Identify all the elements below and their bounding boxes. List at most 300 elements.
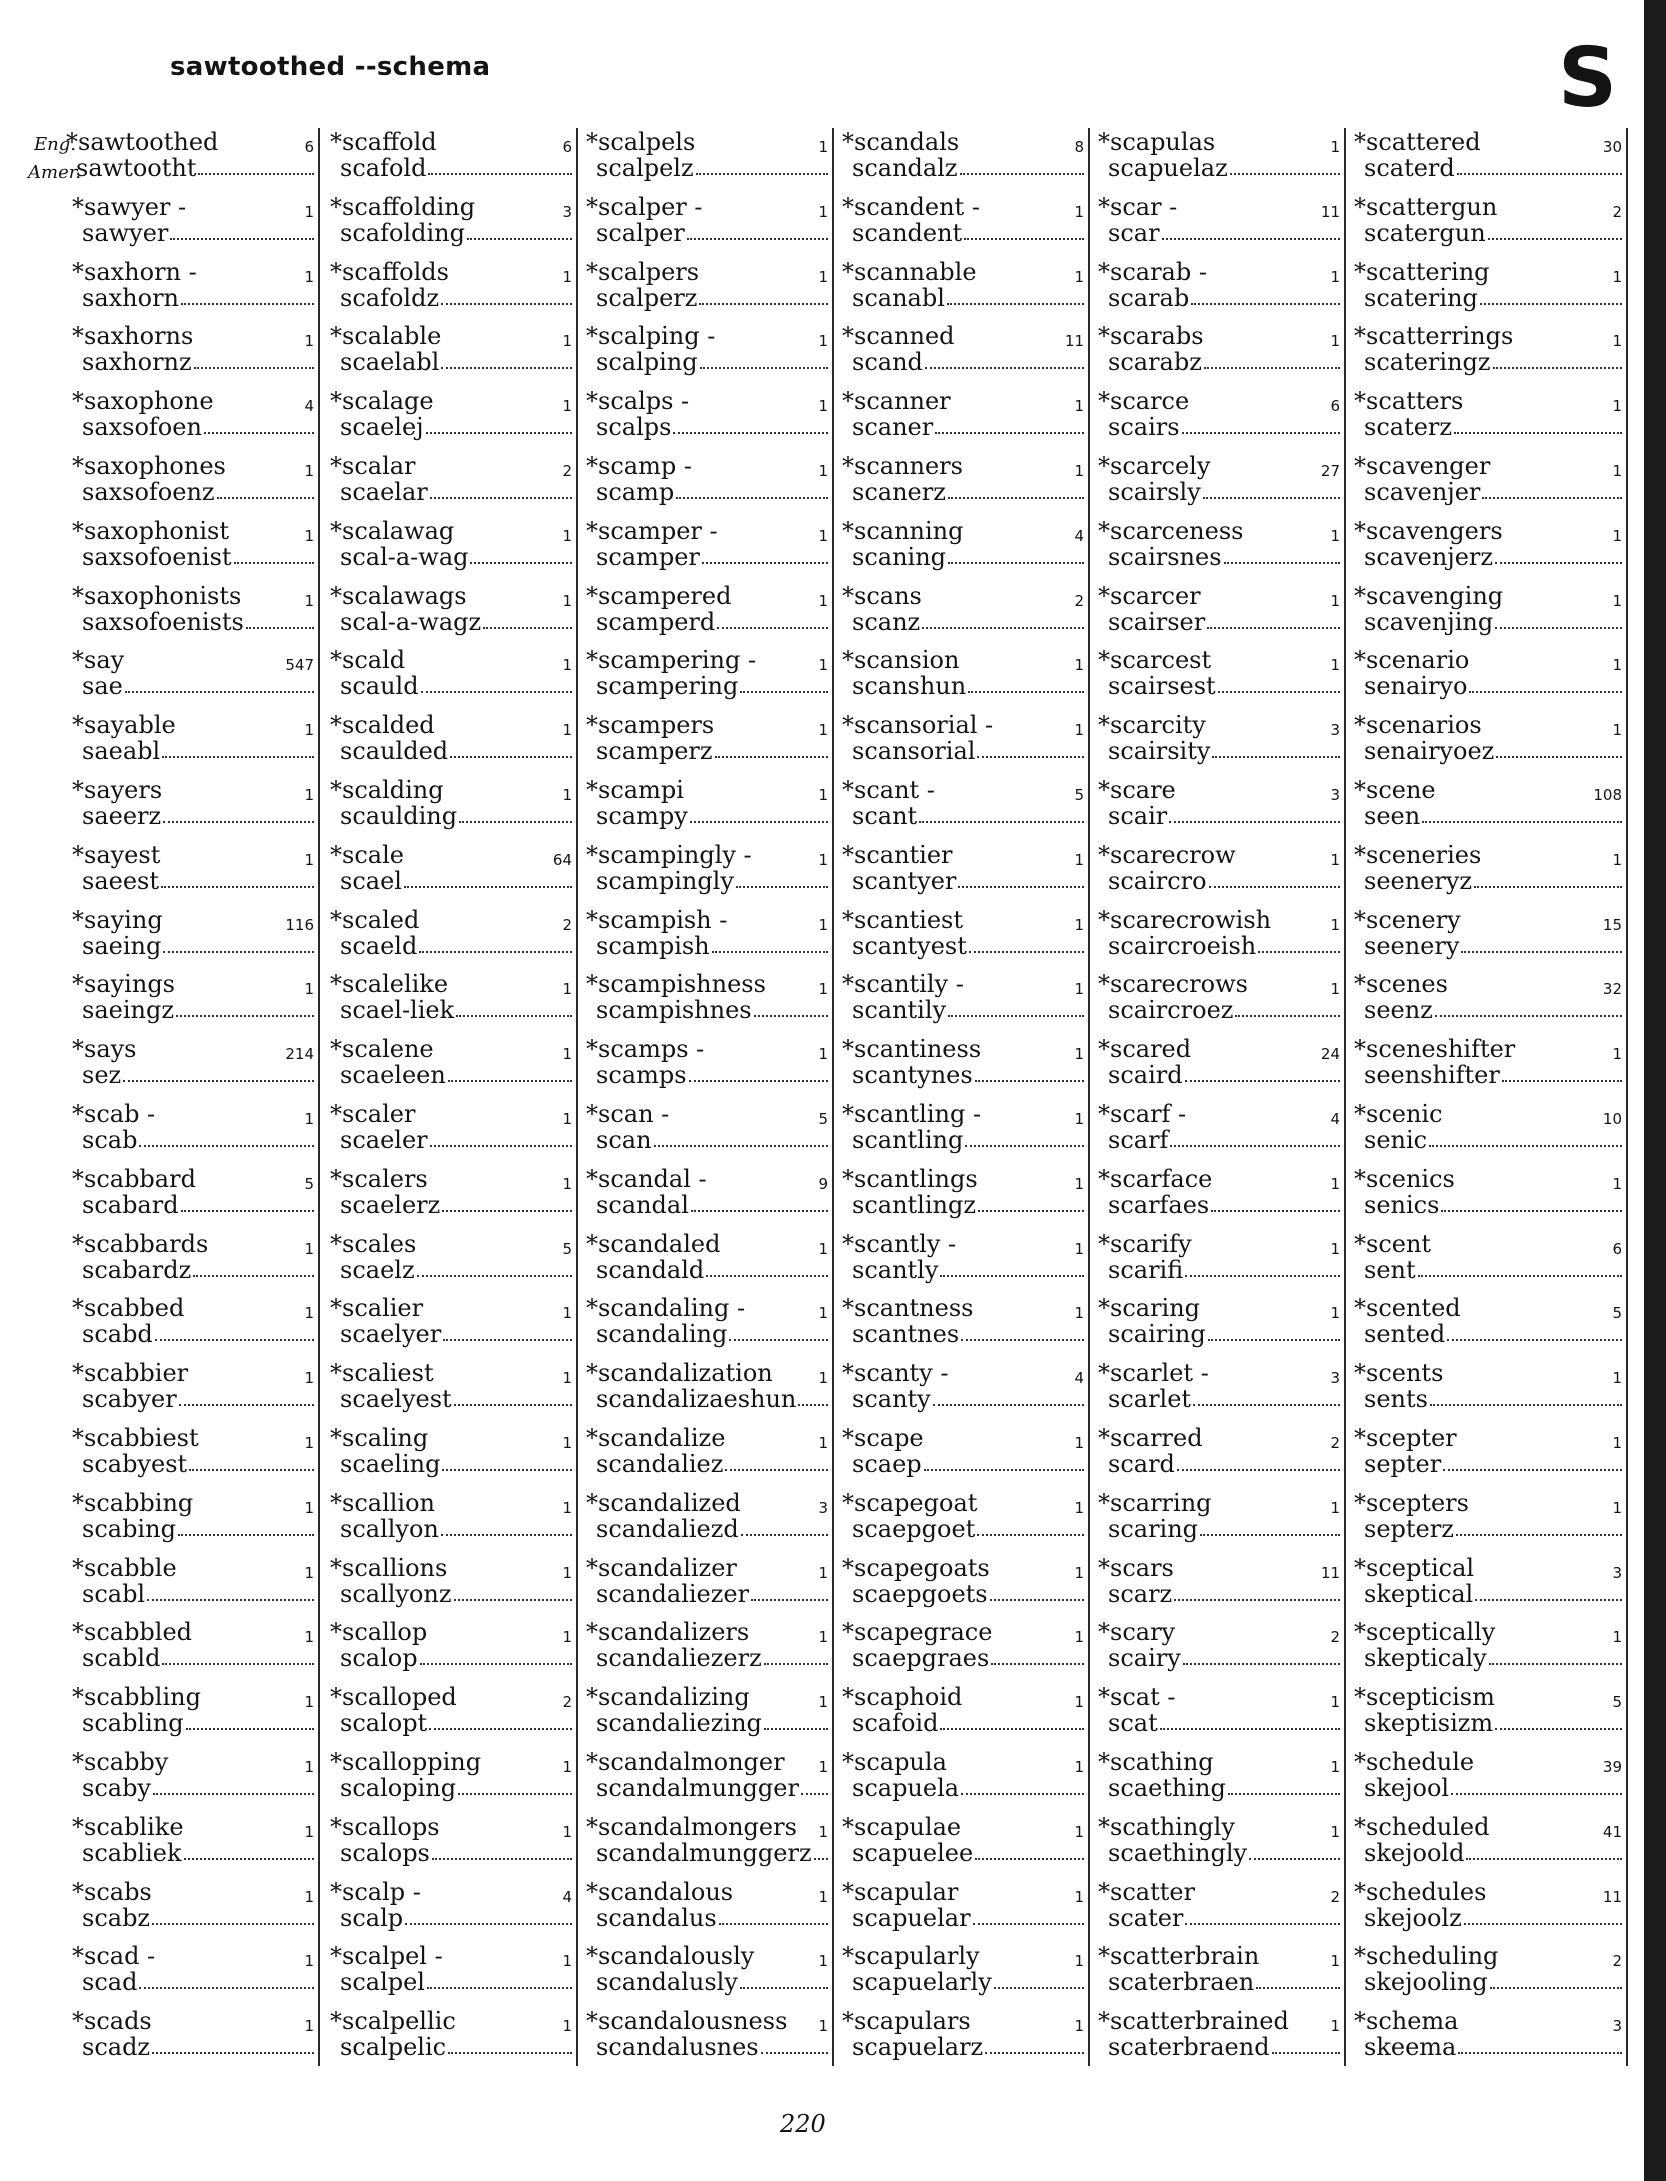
word-entry — [838, 1878, 1090, 1938]
word-original: *scarcer — [1098, 581, 1201, 610]
dot-leader — [450, 737, 572, 758]
word-original: *scallops — [330, 1812, 440, 1841]
word-original: *scampered — [586, 581, 732, 610]
word-entry — [838, 776, 1090, 836]
word-entry — [326, 1942, 578, 2002]
word-entry — [1350, 841, 1628, 901]
word-original: *scanning — [842, 516, 964, 545]
word-entry — [1094, 906, 1346, 966]
dot-leader — [1185, 1061, 1340, 1082]
word-respelling: scandaling — [596, 1320, 728, 1349]
word-count: 11 — [1320, 1563, 1340, 1582]
word-entry — [838, 970, 1090, 1030]
column-divider — [1626, 128, 1628, 2066]
dot-leader — [719, 1904, 828, 1925]
dot-leader — [1200, 1515, 1340, 1536]
word-original: *scary — [1098, 1618, 1176, 1647]
word-count: 1 — [818, 786, 828, 804]
word-entry — [1350, 1100, 1628, 1160]
dot-leader — [1209, 867, 1340, 888]
word-count: 1 — [1330, 1822, 1340, 1841]
word-entry — [1094, 841, 1346, 901]
word-original: *scandalmongers — [586, 1812, 797, 1841]
word-original: *scapegrace — [842, 1618, 993, 1647]
word-respelling: scamperd — [596, 607, 716, 636]
dot-leader — [712, 932, 828, 953]
dot-leader — [442, 1191, 572, 1212]
word-count: 8 — [1074, 138, 1084, 156]
word-original: *scantness — [842, 1294, 974, 1323]
word-original: *scan - — [586, 1100, 670, 1128]
word-original: *scantily - — [842, 970, 964, 999]
word-count: 1 — [1330, 267, 1340, 286]
dot-leader — [1185, 1904, 1340, 1925]
word-entry — [838, 841, 1090, 901]
word-original: *scarce — [1098, 387, 1190, 416]
word-entry — [1094, 582, 1346, 642]
word-entry — [1094, 1230, 1346, 1290]
word-original: *saxophonist — [72, 516, 229, 545]
dot-leader — [430, 478, 572, 499]
dot-leader — [973, 1904, 1084, 1925]
word-respelling: scabard — [82, 1190, 179, 1219]
word-count: 1 — [562, 1045, 572, 1064]
word-original: *scepter — [1354, 1424, 1457, 1452]
dot-leader — [654, 1126, 828, 1147]
word-entry — [582, 1554, 834, 1614]
dot-leader — [162, 1644, 314, 1665]
dot-leader — [958, 867, 1084, 888]
word-entry — [1350, 128, 1628, 188]
word-original: *saxophonists — [72, 581, 242, 610]
word-respelling: scaning — [852, 542, 947, 571]
word-respelling: scandalusly — [596, 1968, 738, 1997]
dot-leader — [1495, 1709, 1622, 1730]
word-count: 1 — [1330, 526, 1340, 545]
word-count: 1 — [818, 397, 828, 416]
dot-leader — [985, 2033, 1084, 2054]
word-count: 39 — [1602, 1758, 1622, 1776]
dot-leader — [405, 1904, 572, 1925]
word-respelling: scaeler — [340, 1126, 428, 1154]
word-count: 1 — [1330, 656, 1340, 675]
dot-leader — [194, 348, 314, 369]
word-original: *scarab - — [1098, 257, 1207, 286]
word-original: *scallop — [330, 1618, 428, 1647]
dot-leader — [1469, 672, 1622, 693]
word-respelling: scateringz — [1364, 348, 1491, 377]
dot-leader — [1495, 543, 1622, 564]
dot-leader — [1174, 1580, 1340, 1601]
dot-leader — [1464, 1904, 1622, 1925]
word-count: 1 — [1612, 1174, 1622, 1193]
dot-leader — [1193, 1385, 1340, 1406]
word-respelling: scaulding — [340, 802, 458, 830]
word-entry — [1350, 1813, 1628, 1873]
word-original: *scalers — [330, 1164, 428, 1193]
word-count: 5 — [818, 1110, 828, 1128]
word-original: *scallion — [330, 1488, 435, 1517]
word-count: 1 — [1330, 1174, 1340, 1193]
dot-leader — [1203, 478, 1340, 499]
word-count: 1 — [562, 1110, 572, 1128]
word-entry — [838, 1489, 1090, 1549]
dot-leader — [1475, 1580, 1622, 1601]
word-original: *scandaling - — [586, 1294, 746, 1323]
word-entry — [326, 582, 578, 642]
word-entry — [582, 582, 834, 642]
word-count: 1 — [304, 462, 314, 480]
word-respelling: scandalz — [852, 154, 958, 182]
word-count: 1 — [1612, 526, 1622, 545]
word-respelling: scalper — [596, 218, 685, 247]
word-respelling: skejoolz — [1364, 1903, 1462, 1932]
word-entry — [838, 193, 1090, 253]
dot-leader — [163, 932, 314, 953]
word-respelling: scaelabl — [340, 348, 440, 377]
word-entry — [582, 711, 834, 771]
word-original: *scabbed — [72, 1294, 185, 1323]
word-entry — [1350, 1748, 1628, 1808]
dot-leader — [740, 1968, 828, 1989]
word-original: *scalawag — [330, 516, 455, 545]
word-respelling: scarab — [1108, 283, 1190, 312]
dot-leader — [1249, 1839, 1340, 1860]
word-original: *scampers — [586, 711, 715, 740]
word-respelling: scantnes — [852, 1320, 960, 1349]
word-respelling: scaterbraen — [1108, 1968, 1255, 1997]
word-entry — [582, 128, 834, 188]
word-count: 1 — [1330, 1952, 1340, 1971]
word-entry — [326, 1424, 578, 1484]
word-original: *scapulae — [842, 1812, 962, 1841]
word-entry — [582, 841, 834, 901]
word-entry — [1094, 387, 1346, 447]
word-original: *scalpels — [586, 128, 696, 156]
word-entry — [582, 1942, 834, 2002]
word-respelling: scarz — [1108, 1579, 1173, 1608]
word-original: *scallions — [330, 1553, 448, 1582]
word-respelling: scavenjing — [1364, 607, 1494, 636]
word-entry — [326, 1748, 578, 1808]
dot-leader — [1224, 543, 1340, 564]
word-count: 1 — [1074, 1952, 1084, 1971]
word-count: 214 — [285, 1045, 314, 1064]
word-entry — [1350, 452, 1628, 512]
word-count: 4 — [304, 397, 314, 416]
word-original: *scalable — [330, 322, 442, 351]
word-original: *saxophone — [72, 387, 214, 416]
dot-leader — [181, 284, 314, 305]
word-count: 1 — [304, 526, 314, 545]
word-respelling: saxsofoenz — [82, 478, 215, 506]
word-original: *scans — [842, 581, 922, 610]
dot-leader — [1185, 1256, 1340, 1277]
page-number: 220 — [780, 2110, 826, 2138]
word-entry — [326, 1813, 578, 1873]
word-original: *scampishness — [586, 970, 766, 999]
word-original: *scarecrow — [1098, 840, 1236, 869]
word-count: 1 — [1074, 1434, 1084, 1452]
word-original: *scampi — [586, 776, 684, 804]
word-original: *scablike — [72, 1812, 184, 1841]
dot-leader — [1488, 219, 1622, 240]
word-respelling: scalop — [340, 1644, 418, 1673]
word-count: 3 — [1330, 721, 1340, 740]
word-count: 1 — [1074, 462, 1084, 480]
word-entry — [30, 582, 320, 642]
dot-leader — [467, 219, 572, 240]
word-original: *saxhorns — [72, 322, 194, 351]
word-respelling: scair — [1108, 802, 1168, 830]
word-respelling: scairy — [1108, 1644, 1181, 1673]
word-entry — [30, 258, 320, 318]
dot-leader — [960, 154, 1084, 175]
word-respelling: skeptisizm — [1364, 1709, 1494, 1738]
word-respelling: scaep — [852, 1450, 922, 1478]
word-original: *scape — [842, 1424, 924, 1452]
word-count: 1 — [1074, 267, 1084, 286]
word-entry — [582, 1748, 834, 1808]
dot-leader — [717, 608, 828, 629]
dot-leader — [696, 154, 828, 175]
word-entry — [1094, 1618, 1346, 1678]
word-count: 1 — [1074, 915, 1084, 934]
word-count: 1 — [818, 980, 828, 999]
word-entry — [326, 1294, 578, 1354]
word-count: 1 — [1612, 397, 1622, 416]
word-entry — [326, 2007, 578, 2067]
dot-leader — [234, 543, 314, 564]
word-respelling: scandaliez — [596, 1450, 724, 1478]
word-respelling: scantily — [852, 996, 947, 1025]
word-original: *scalding — [330, 776, 444, 804]
word-respelling: scabld — [82, 1644, 161, 1673]
dot-leader — [689, 1061, 828, 1082]
word-respelling: scaepgraes — [852, 1644, 990, 1673]
word-original: *scanners — [842, 452, 963, 480]
dot-leader — [725, 1450, 828, 1471]
word-original: *scalelike — [330, 970, 449, 999]
word-respelling: scatergun — [1364, 218, 1486, 247]
word-original: *scad - — [72, 1942, 156, 1971]
word-original: *scabbiest — [72, 1424, 199, 1452]
dot-leader — [919, 802, 1084, 823]
word-entry — [30, 711, 320, 771]
word-original: *scarface — [1098, 1164, 1213, 1193]
word-original: *schedules — [1354, 1877, 1487, 1906]
word-count: 1 — [304, 721, 314, 740]
word-count: 1 — [1612, 850, 1622, 869]
word-count: 1 — [304, 786, 314, 804]
word-original: *scaffolding — [330, 192, 476, 221]
word-count: 1 — [562, 1563, 572, 1582]
word-count: 5 — [562, 1239, 572, 1258]
word-respelling: scauld — [340, 672, 419, 701]
word-count: 1 — [1330, 980, 1340, 999]
dot-leader — [1490, 1968, 1622, 1989]
word-entry — [30, 1554, 320, 1614]
word-entry — [838, 1683, 1090, 1743]
word-original: *scalier — [330, 1294, 424, 1323]
dot-leader — [419, 932, 572, 953]
word-entry — [838, 1230, 1090, 1290]
column-divider — [576, 128, 578, 2066]
word-count: 10 — [1602, 1110, 1622, 1128]
word-count: 547 — [285, 656, 314, 675]
word-count: 1 — [1330, 332, 1340, 351]
word-count: 5 — [1612, 1304, 1622, 1323]
word-count: 1 — [562, 786, 572, 804]
word-entry — [838, 1748, 1090, 1808]
word-respelling: scafold — [340, 154, 427, 182]
word-entry — [30, 841, 320, 901]
dot-leader — [673, 413, 828, 434]
word-count: 5 — [1612, 1693, 1622, 1712]
word-original: *scandalizers — [586, 1618, 750, 1647]
word-entry — [1094, 258, 1346, 318]
word-respelling: scantlingz — [852, 1190, 976, 1219]
word-entry — [582, 906, 834, 966]
word-original: *scansorial - — [842, 711, 994, 740]
word-entry — [1350, 322, 1628, 382]
word-original: *scamp - — [586, 452, 692, 480]
word-count: 2 — [1330, 1628, 1340, 1647]
word-respelling: saeing — [82, 931, 162, 960]
word-original: *scapegoats — [842, 1553, 990, 1582]
page-edge-bar — [1644, 0, 1666, 2181]
word-entry — [1094, 517, 1346, 577]
word-count: 4 — [1074, 526, 1084, 545]
word-count: 1 — [1612, 591, 1622, 610]
word-entry — [1094, 193, 1346, 253]
word-respelling: scalperz — [596, 283, 698, 312]
word-count: 32 — [1602, 980, 1622, 999]
dot-leader — [977, 1515, 1084, 1536]
word-original: *scabby — [72, 1748, 169, 1776]
word-entry — [326, 517, 578, 577]
word-respelling: scarf — [1108, 1126, 1169, 1154]
dot-leader — [933, 1385, 1084, 1406]
word-respelling: scapuelarly — [852, 1968, 992, 1997]
word-count: 1 — [562, 1174, 572, 1193]
word-original: *scatterbrained — [1098, 2007, 1289, 2036]
word-original: *scantlings — [842, 1164, 978, 1193]
word-respelling: scandaliezerz — [596, 1644, 762, 1673]
dot-leader — [1183, 1644, 1340, 1665]
word-original: *scenarios — [1354, 711, 1482, 740]
dot-leader — [1493, 348, 1622, 369]
word-original: *scaled — [330, 905, 420, 934]
word-original: *scampish - — [586, 905, 728, 934]
word-count: 1 — [304, 332, 314, 351]
dot-leader — [179, 1385, 314, 1406]
word-original: *scallopping — [330, 1748, 482, 1776]
word-respelling: skepticaly — [1364, 1644, 1487, 1673]
word-entry — [30, 193, 320, 253]
word-entry — [1094, 1165, 1346, 1225]
word-count: 1 — [818, 267, 828, 286]
dot-leader — [1447, 1320, 1622, 1341]
dot-leader — [706, 1256, 828, 1277]
dot-leader — [198, 154, 314, 175]
word-entry — [582, 2007, 834, 2067]
word-respelling: scalping — [596, 348, 698, 377]
word-original: *scads — [72, 2007, 152, 2036]
word-respelling: sawyer — [82, 218, 169, 247]
word-count: 5 — [1074, 786, 1084, 804]
word-respelling: scavenjer — [1364, 478, 1481, 506]
word-entry — [326, 1230, 578, 1290]
dot-leader — [456, 996, 572, 1017]
word-entry — [838, 128, 1090, 188]
word-count: 6 — [304, 138, 314, 156]
word-entry — [326, 193, 578, 253]
word-respelling: scaelz — [340, 1255, 415, 1284]
dot-leader — [139, 1126, 314, 1147]
word-original: *scapulas — [1098, 128, 1216, 156]
word-original: *sayings — [72, 970, 175, 999]
word-respelling: scanabl — [852, 283, 945, 312]
word-respelling: seenshifter — [1364, 1061, 1500, 1090]
word-count: 1 — [304, 1369, 314, 1388]
word-count: 1 — [818, 656, 828, 675]
word-respelling: scansorial — [852, 737, 976, 766]
word-respelling: scantly — [852, 1255, 939, 1284]
word-entry — [838, 322, 1090, 382]
word-respelling: scaulded — [340, 737, 449, 766]
dot-leader — [186, 1709, 314, 1730]
word-count: 1 — [818, 1952, 828, 1971]
word-respelling: saxhornz — [82, 348, 192, 377]
word-entry — [1350, 1294, 1628, 1354]
dot-leader — [814, 1839, 828, 1860]
word-count: 1 — [1074, 1239, 1084, 1258]
eng-label: Eng. — [34, 134, 76, 155]
dot-leader — [1489, 1644, 1622, 1665]
word-entry — [30, 452, 320, 512]
dot-leader — [1162, 219, 1340, 240]
word-entry — [30, 1942, 320, 2002]
word-count: 1 — [304, 1952, 314, 1971]
word-count: 2 — [1612, 1952, 1622, 1971]
word-entry — [582, 1618, 834, 1678]
word-entry — [1094, 776, 1346, 836]
word-respelling: sawtootht — [76, 154, 197, 182]
word-entry — [582, 1424, 834, 1484]
word-original: *scandalousness — [586, 2007, 788, 2036]
word-count: 2 — [1612, 202, 1622, 221]
word-count: 1 — [562, 2017, 572, 2036]
word-entry — [326, 452, 578, 512]
word-entry — [1094, 322, 1346, 382]
word-count: 1 — [1074, 656, 1084, 675]
dot-leader — [152, 2033, 314, 2054]
word-count: 1 — [304, 850, 314, 869]
word-entry — [1350, 1554, 1628, 1614]
word-count: 15 — [1602, 915, 1622, 934]
word-count: 4 — [1074, 1369, 1084, 1388]
word-respelling: scandalus — [596, 1903, 717, 1932]
word-count: 41 — [1602, 1822, 1622, 1841]
word-count: 2 — [562, 462, 572, 480]
word-respelling: scanz — [852, 607, 921, 636]
word-original: *scab - — [72, 1100, 156, 1128]
dot-leader — [1482, 478, 1622, 499]
dot-leader — [441, 284, 572, 305]
word-count: 1 — [818, 850, 828, 869]
word-respelling: scavenjerz — [1364, 542, 1494, 571]
